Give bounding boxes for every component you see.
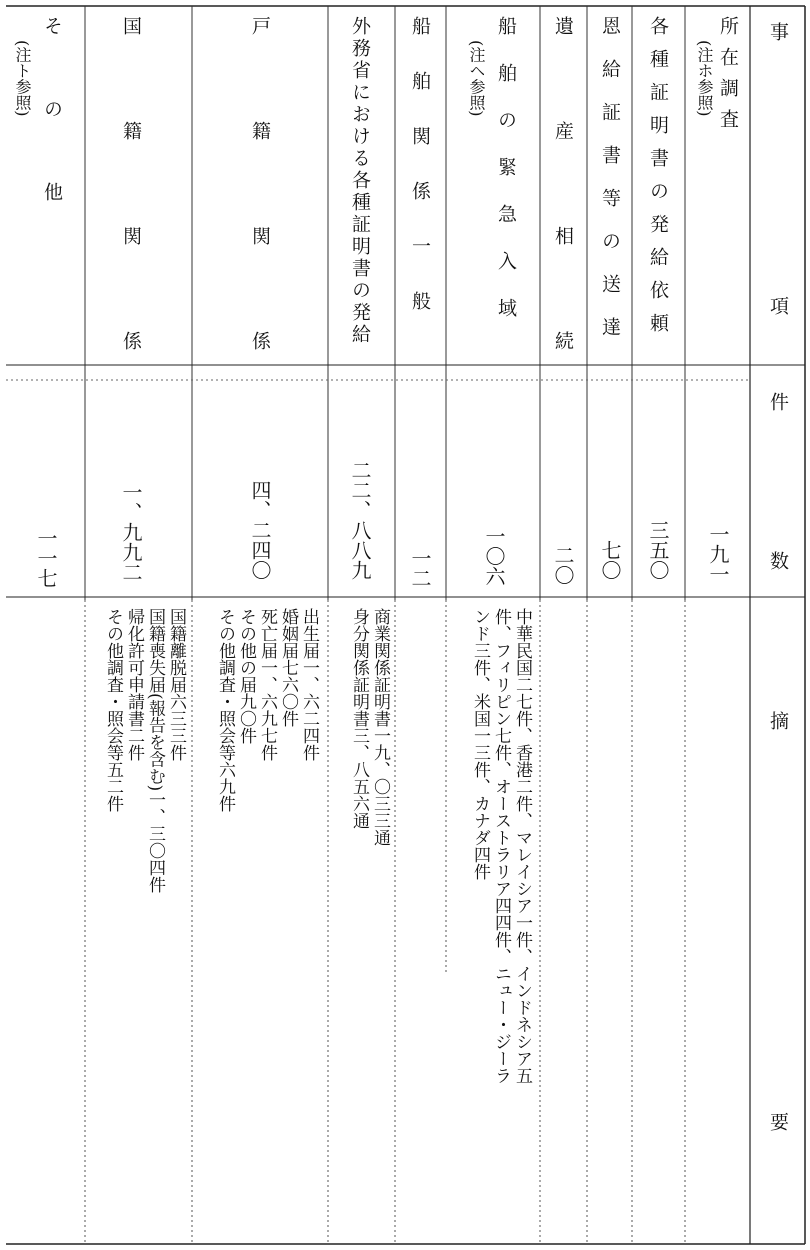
row-count: 一九一 [706, 524, 730, 584]
row-label: その他 [41, 16, 63, 265]
summary-line: 中華民国二七件、香港二件、マレイシア一件、インドネシア五 [512, 608, 532, 1084]
row-summary [458, 608, 532, 1084]
header-summary-char-2: 要 [767, 1112, 789, 1131]
row-summary [203, 608, 319, 812]
header-item-char-1: 事 [767, 22, 789, 41]
summary-line: 帰化許可申請書二件 [124, 608, 144, 761]
row-note: (注ヘ参照) [467, 40, 486, 117]
row-count: 七〇 [598, 540, 622, 580]
row-label: 遺産相続 [552, 16, 574, 436]
row-label: 船舶関係一般 [409, 16, 431, 346]
summary-line: その他の届九〇件 [236, 608, 256, 744]
row-count: 二〇 [551, 545, 575, 585]
row-label: 外務省における各種証明書の発給 [349, 16, 371, 346]
header-item-char-2: 項 [767, 296, 789, 315]
summary-line: 国籍離脱届六三三件 [166, 608, 186, 761]
summary-line: その他調査・照会等六九件 [215, 608, 235, 812]
row-label: 恩給証書等の送達 [599, 16, 621, 360]
row-count: 一〇六 [482, 526, 506, 586]
summary-line: 死亡届一、六九七件 [257, 608, 277, 761]
summary-line: その他調査・照会等五二件 [103, 608, 123, 812]
summary-line: 身分関係証明書三、八五六通 [349, 608, 369, 829]
row-count: 二二、八八九 [348, 460, 372, 580]
summary-line: 婚姻届七六〇件 [278, 608, 298, 727]
row-count: 四、二四〇 [248, 480, 272, 580]
row-summary [92, 608, 186, 893]
row-label: 所在調査 [717, 16, 739, 140]
summary-line: 出生届一、六二四件 [299, 608, 319, 761]
row-note: (注ト参照) [13, 40, 32, 117]
row-label: 戸籍関係 [249, 16, 271, 436]
row-label: 船舶の緊急入域 [495, 16, 517, 345]
summary-line: 商業関係証明書一九、〇三三通 [370, 608, 390, 846]
row-count: 一、九九二 [119, 482, 143, 582]
summary-line: 国籍喪失届(報告を含む)一、三〇四件 [145, 608, 165, 894]
row-count: 三五〇 [646, 520, 670, 580]
row-label: 国籍関係 [120, 16, 142, 436]
summary-line: 件、フィリピン七件、オーストラリア四四件、ニュー・ジーラ [491, 608, 511, 1084]
header-count-char-2: 数 [767, 551, 789, 570]
row-count: 一二 [408, 548, 432, 588]
header-summary-char-1: 摘 [767, 711, 789, 730]
row-count: 一一七 [34, 528, 58, 588]
summary-line: ンド三件、米国一三件、カナダ四件 [470, 608, 490, 880]
header-count-char-1: 件 [767, 392, 789, 411]
row-label: 各種証明書の発給依頼 [647, 16, 669, 346]
row-note: (注ホ参照) [695, 40, 714, 117]
row-summary [340, 608, 390, 846]
